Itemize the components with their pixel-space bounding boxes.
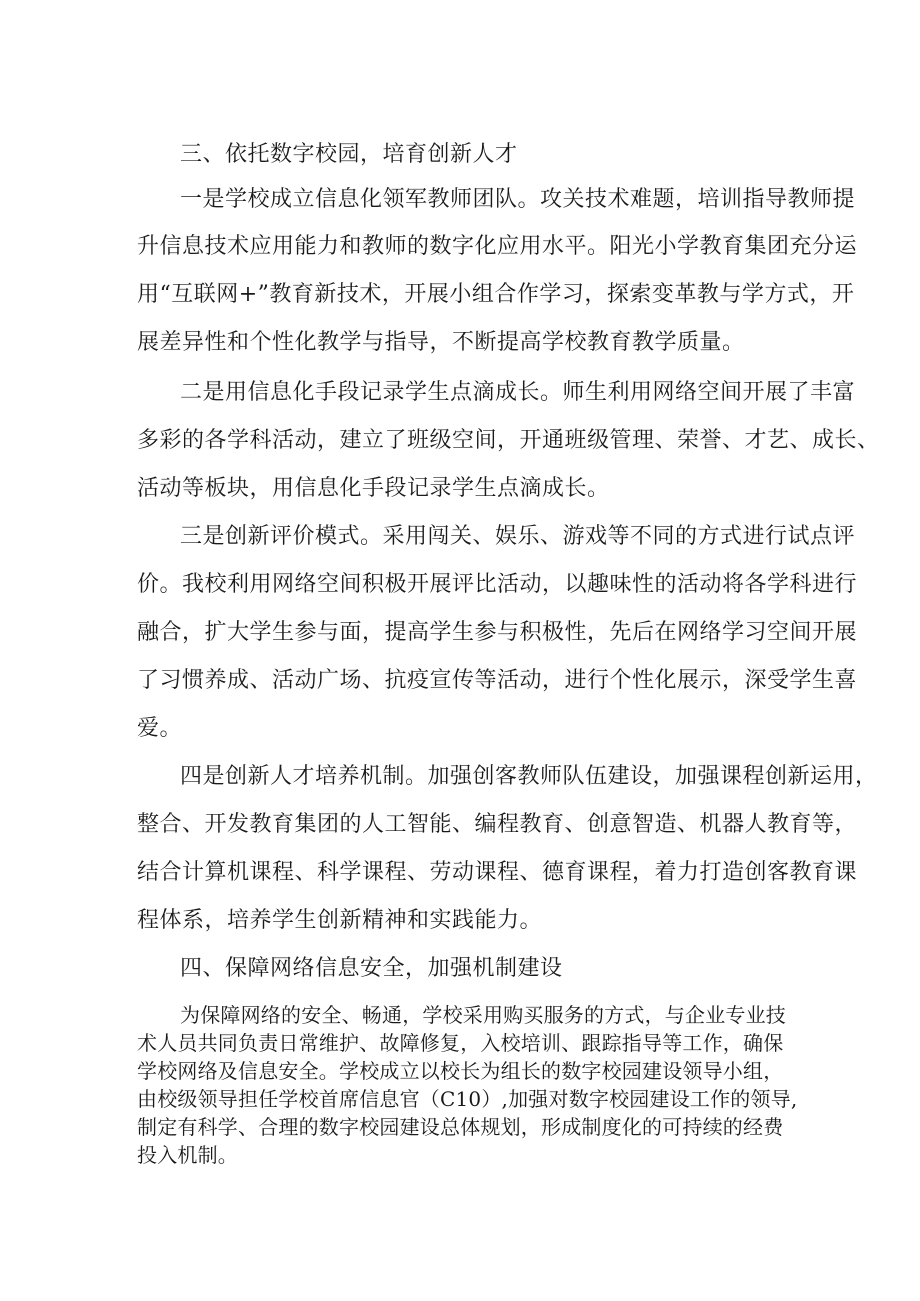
paragraph-line: 三是创新评价模式。采用闯关、娱乐、游戏等不同的方式进行试点评: [180, 524, 856, 549]
paragraph-line: 由校级领导担任学校首席信息官（C10）,加强对数字校园建设工作的领导,: [137, 1087, 798, 1111]
paragraph-line: 为保障网络的安全、畅通，学校采用购买服务的方式，与企业专业技: [180, 1003, 786, 1027]
section-heading-3: 三、依托数字校园，培育创新人才: [180, 142, 518, 167]
paragraph-line: 二是用信息化手段记录学生点滴成长。师生利用网络空间开展了丰富: [180, 380, 856, 405]
paragraph-line: 程体系，培养学生创新精神和实践能力。: [137, 908, 543, 933]
paragraph-line: 升信息技术应用能力和教师的数字化应用水平。阳光小学教育集团充分运: [137, 234, 858, 259]
paragraph-line: 用“互联网+”教育新技术，开展小组合作学习，探索变革教与学方式，开: [137, 282, 855, 307]
section-heading-4: 四、保障网络信息安全，加强机制建设: [180, 956, 563, 981]
paragraph-line: 多彩的各学科活动，建立了班级空间，开通班级管理、荣誉、才艺、成长、: [137, 428, 880, 453]
paragraph-line: 一是学校成立信息化领军教师团队。攻关技术难题，培训指导教师提: [180, 187, 856, 212]
paragraph-line: 术人员共同负责日常维护、故障修复，入校培训、跟踪指导等工作，确保: [137, 1031, 784, 1055]
paragraph-line: 结合计算机课程、科学课程、劳动课程、德育课程，着力打造创客教育课: [137, 860, 858, 885]
paragraph-line: 整合、开发教育集团的人工智能、编程教育、创意智造、机器人教育等，: [137, 812, 858, 837]
paragraph-line: 融合，扩大学生参与面，提高学生参与积极性，先后在网络学习空间开展: [137, 620, 858, 645]
paragraph-line: 展差异性和个性化教学与指导，不断提高学校教育教学质量。: [137, 330, 745, 355]
paragraph-line: 价。我校利用网络空间积极开展评比活动，以趣味性的活动将各学科进行: [137, 572, 858, 597]
paragraph-line: 学校网络及信息安全。学校成立以校长为组长的数字校园建设领导小组，: [137, 1059, 784, 1083]
paragraph-line: 爱。: [137, 716, 183, 741]
paragraph-line: 活动等板块，用信息化手段记录学生点滴成长。: [137, 476, 610, 501]
paragraph-line: 制定有科学、合理的数字校园建设总体规划，形成制度化的可持续的经费: [137, 1115, 784, 1139]
paragraph-line: 四是创新人才培养机制。加强创客教师队伍建设，加强课程创新运用，: [180, 764, 878, 789]
paragraph-line: 投入机制。: [137, 1143, 238, 1167]
paragraph-line: 了习惯养成、活动广场、抗疫宣传等活动，进行个性化展示，深受学生喜: [137, 668, 858, 693]
